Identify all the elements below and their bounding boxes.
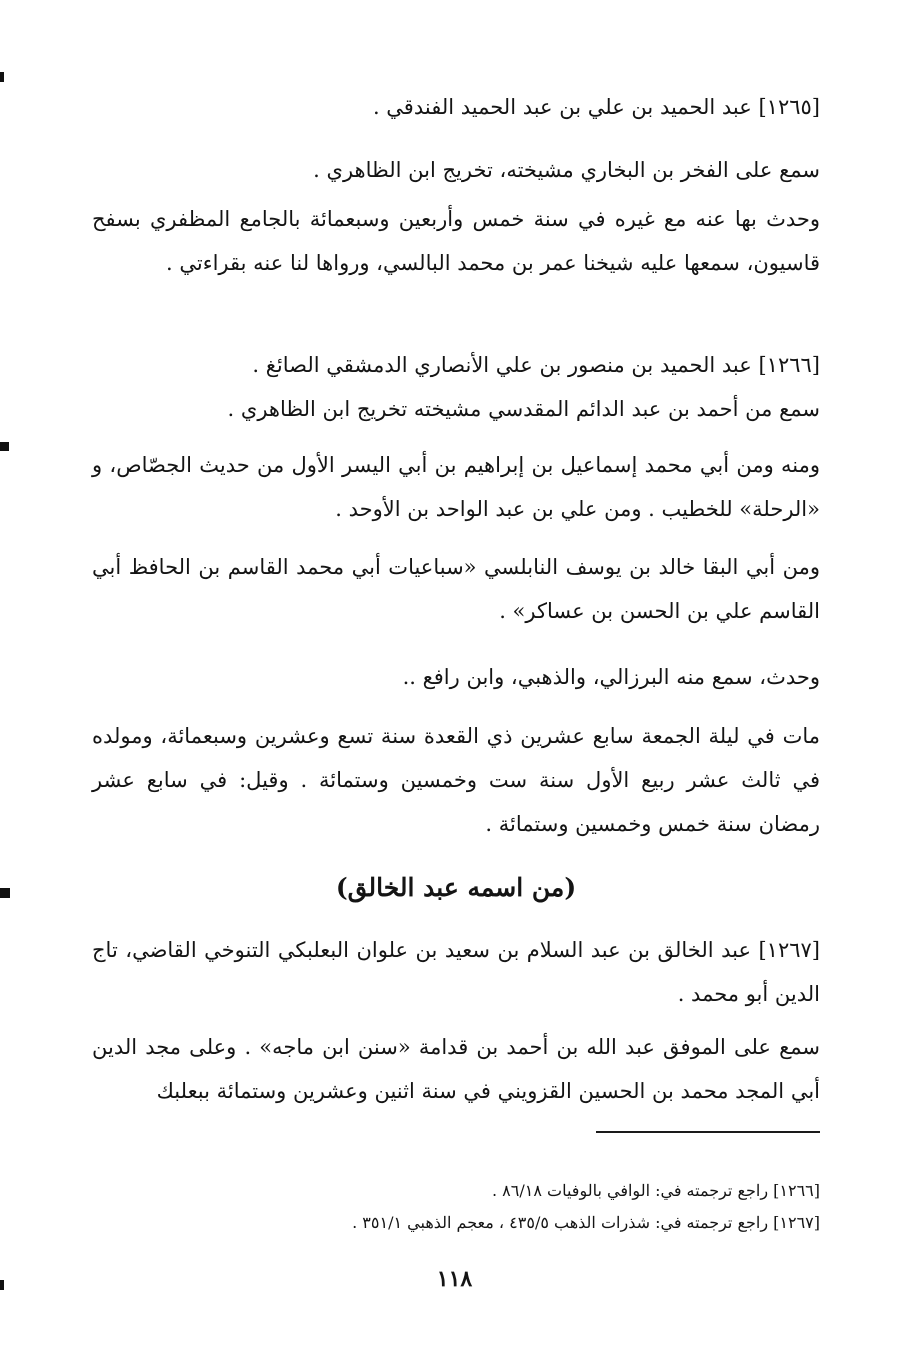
- footnote-divider: [596, 1131, 820, 1133]
- entry-1265-sama: سمع على الفخر بن البخاري مشيخته، تخريج ابن الظاهري .: [313, 158, 820, 182]
- entry-1266-death: مات في ليلة الجمعة سابع عشرين ذي القعدة سنة تسع وعشرين وسبعمائة، ومولده في ثالث عشر ربيع الأول سنة ست وخمسين وستمائة . وقيل: في سابع عشر رمضان سنة خمس وخمسين وستمائة .: [92, 724, 820, 836]
- scan-edge-mark: [0, 72, 4, 82]
- entry-1266-minhu: ومنه ومن أبي محمد إسماعيل بن إبراهيم بن أبي اليسر الأول من حديث الجصّاص، و «الرحلة» للخطيب . ومن علي بن عبد الواحد بن الأوحد .: [92, 453, 820, 521]
- scan-edge-mark: [0, 1280, 4, 1290]
- entry-1266-heading: [١٢٦٦] عبد الحميد بن منصور بن علي الأنصاري الدمشقي الصائغ .: [252, 353, 820, 377]
- entry-1267-sama: سمع على الموفق عبد الله بن أحمد بن قدامة «سنن ابن ماجه» . وعلى مجد الدين أبي المجد محمد بن الحسين القزويني في سنة اثنين وعشرين وستمائة ببعلبك: [92, 1035, 820, 1103]
- entry-1266-haddath: وحدث، سمع منه البرزالي، والذهبي، وابن رافع ..: [402, 665, 820, 689]
- page-number: ١١٨: [436, 1266, 473, 1292]
- scan-edge-mark: [0, 442, 9, 451]
- footnote-1266: [١٢٦٦] راجع ترجمته في: الوافي بالوفيات ٨٦/١٨ .: [492, 1181, 820, 1200]
- entry-1266-abi-albaqa: ومن أبي البقا خالد بن يوسف النابلسي «سباعيات أبي محمد القاسم بن الحافظ أبي القاسم علي بن الحسن بن عساكر» .: [92, 555, 820, 623]
- entry-1265-heading: [١٢٦٥] عبد الحميد بن علي بن عبد الحميد الفندقي .: [372, 95, 820, 119]
- footnote-1267: [١٢٦٧] راجع ترجمته في: شذرات الذهب ٤٣٥/٥ ، معجم الذهبي ٣٥١/١ .: [352, 1213, 820, 1232]
- entry-1265-hadith: وحدث بها عنه مع غيره في سنة خمس وأربعين وسبعمائة بالجامع المظفري بسفح قاسيون، سمعها عليه شيخنا عمر بن محمد البالسي، ورواها لنا عنه بقراءتي .: [92, 207, 820, 275]
- entry-1266-sama: سمع من أحمد بن عبد الدائم المقدسي مشيخته تخريج ابن الظاهري .: [227, 397, 820, 421]
- entry-1267-heading: [١٢٦٧] عبد الخالق بن عبد السلام بن سعيد بن علوان البعلبكي التنوخي القاضي، تاج الدين أبو محمد .: [92, 938, 820, 1006]
- scan-edge-mark: [0, 888, 10, 898]
- section-heading: (من اسمه عبد الخالق): [335, 873, 577, 902]
